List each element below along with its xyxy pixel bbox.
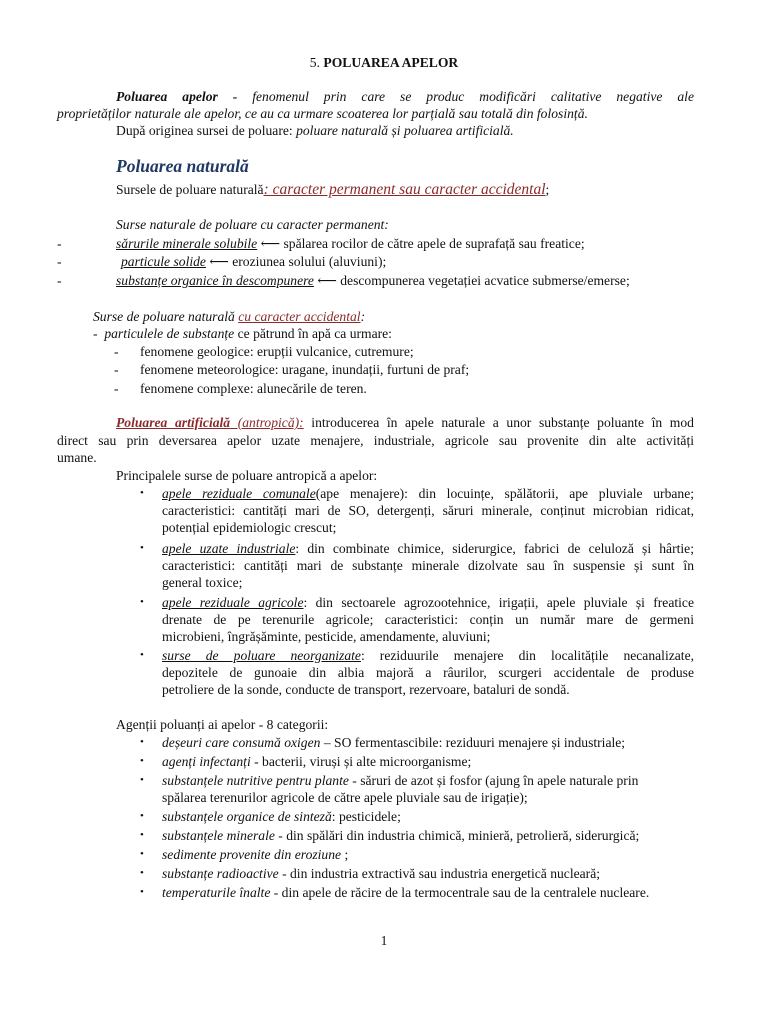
artificial-term: Poluarea artificială	[116, 415, 231, 430]
agent-rest-2: spălarea terenurilor agricole de către apele pluviale sau de irigație);	[162, 790, 528, 805]
phenomenon-text: fenomene geologice: erupții vulcanice, cutremure;	[140, 344, 414, 359]
artificial-def-1: introducerea în apele naturale a unor substanțe poluante în mod	[311, 415, 694, 430]
bullet: •	[140, 736, 144, 748]
title-text: POLUAREA APELOR	[323, 55, 459, 70]
bullet: •	[140, 886, 144, 898]
accidental-value: cu caracter accidental	[238, 309, 361, 324]
agent-term: substanțele organice de sinteză	[162, 809, 332, 824]
source-line-3: petroliere de la sonde, conducte de transport, rezervoare, bataluri de sondă.	[162, 682, 570, 697]
natural-sources	[116, 181, 549, 198]
permanent-term: particule solide	[121, 254, 206, 269]
source-term: apele uzate industriale	[162, 541, 296, 556]
source-line-1: : din sectoarele agrozootehnice, irigații, apele pluviale și freatice	[303, 595, 694, 610]
source-term: apele reziduale agricole	[162, 595, 304, 610]
source-term: apele reziduale comunale	[162, 486, 316, 501]
list-dash: -	[114, 381, 119, 396]
origin-label: După originea sursei de poluare:	[116, 123, 293, 138]
agent-rest: - săruri de azot și fosfor (ajung în apele naturale prin	[348, 773, 639, 788]
list-dash: -	[114, 362, 119, 377]
source-line-2: drenate de pe terenurile agricole; caracteristici: conțin un număr mare de germeni	[162, 612, 694, 627]
source-term: surse de poluare neorganizate	[162, 648, 361, 663]
agent-rest: : pesticidele;	[331, 809, 401, 824]
bullet: •	[140, 810, 144, 822]
phenomenon-text: fenomene meteorologice: uragane, inundații, furtuni de praf;	[140, 362, 470, 377]
bullet: •	[140, 848, 144, 860]
source-line-1: : reziduurile menajere din localitățile necanalizate,	[360, 648, 694, 663]
intro-def-1: fenomenul prin care se produc modificări calitative negative ale	[252, 89, 694, 104]
bullet: •	[140, 774, 144, 786]
artificial-line-2: direct sau prin deversarea apelor uzate menajere, industriale, agricole sau provenite din alte activități	[57, 433, 694, 448]
source-line-3: microbieni, îngrășăminte, pesticide, amendamente, aluviuni;	[162, 629, 491, 644]
bullet: •	[140, 867, 144, 879]
bullet: •	[140, 649, 144, 661]
natural-sources-end: ;	[545, 182, 550, 197]
natural-sources-value: : caracter permanent sau caracter accidental	[263, 181, 546, 198]
permanent-term: substanțe organice în descompunere	[116, 273, 314, 288]
list-dash: -	[93, 326, 98, 341]
origin-value: poluare naturală și poluarea artificială.	[296, 123, 514, 138]
permanent-label: Surse naturale de poluare cu caracter permanent:	[116, 217, 389, 232]
bullet: •	[140, 755, 144, 767]
artificial-line-3: umane.	[57, 450, 97, 465]
agent-term: substanțe radioactive	[162, 866, 279, 881]
intro-term: Poluarea apelor -	[116, 89, 238, 104]
agent-rest: - bacterii, viruși și alte microorganisme;	[250, 754, 472, 769]
source-line-1: (ape menajere): din locuințe, spălătorii, ape pluviale urbane;	[315, 486, 695, 501]
list-dash: -	[114, 344, 119, 359]
intro-origin	[116, 122, 514, 139]
intro-line-1	[116, 88, 694, 105]
list-dash: -	[57, 254, 62, 269]
particles-rest: ce pătrund în apă ca urmare:	[234, 326, 392, 341]
bullet: •	[140, 542, 144, 554]
phenomenon-text: fenomene complexe: alunecările de teren.	[140, 381, 367, 396]
page-title	[0, 54, 768, 71]
permanent-term: sărurile minerale solubile	[116, 236, 258, 251]
agent-rest: - din industria extractivă sau industria energetică nucleară;	[278, 866, 601, 881]
agent-term: sedimente provenite din eroziune	[162, 847, 342, 862]
main-sources-label: Principalele surse de poluare antropică a apelor:	[116, 468, 378, 483]
natural-sources-label: Sursele de poluare naturală	[116, 182, 264, 197]
title-number: 5.	[309, 55, 320, 70]
source-line-2: caracteristici: cantități mari de SO, detergenți, săruri minerale, conținut microbian ridicat,	[162, 503, 694, 518]
page-number: 1	[380, 933, 388, 948]
accidental-colon: :	[360, 309, 366, 324]
intro-line-2: proprietăților naturale ale apelor, ce au ca urmare scoaterea lor parțială sau totală din folosință.	[57, 106, 588, 121]
source-line-2: depozitele de gunoaie din albia majoră a râurilor, scurgeri accidentale de produse	[162, 665, 694, 680]
accidental-heading	[93, 308, 365, 325]
agent-rest: - din apele de răcire de la termocentrale sau de la centralele nucleare.	[270, 885, 650, 900]
agent-term: temperaturile înalte	[162, 885, 271, 900]
agent-term: agenți infectanți	[162, 754, 251, 769]
agent-rest: ;	[341, 847, 349, 862]
agent-rest: - din spălări din industria chimică, minieră, petrolieră, siderurgică;	[274, 828, 640, 843]
permanent-rest: ⟵ spălarea rocilor de către apele de suprafață sau freatice;	[257, 236, 585, 251]
bullet: •	[140, 596, 144, 608]
heading-natural-pollution: Poluarea naturală	[116, 156, 249, 176]
agent-term: substanțele nutritive pentru plante	[162, 773, 349, 788]
source-line-1: : din combinate chimice, siderurgice, fabrici de celuloză și hârtie;	[295, 541, 694, 556]
accidental-label: Surse de poluare naturală	[93, 309, 239, 324]
list-dash: -	[57, 236, 62, 251]
source-line-3: potențial epidemiologic crescut;	[162, 520, 337, 535]
source-line-3: general toxice;	[162, 575, 243, 590]
particles-line	[93, 325, 392, 342]
permanent-rest: ⟵ eroziunea solului (aluviuni);	[205, 254, 387, 269]
list-dash: -	[57, 273, 62, 288]
bullet: •	[140, 829, 144, 841]
agent-rest: – SO fermentascibile: reziduuri menajere și industriale;	[320, 735, 626, 750]
particles-term: particulele de substanțe	[104, 326, 235, 341]
agents-label: Agenții poluanți ai apelor - 8 categorii:	[116, 717, 329, 732]
agent-term: substanțele minerale	[162, 828, 275, 843]
source-line-2: caracteristici: cantități mari de substanțe minerale dizolvate sau în suspensie și sunt în	[162, 558, 694, 573]
artificial-term-paren: (antropică):	[230, 415, 304, 430]
artificial-line-1	[116, 414, 694, 431]
agent-term: deșeuri care consumă oxigen	[162, 735, 321, 750]
bullet: •	[140, 487, 144, 499]
permanent-rest: ⟵ descompunerea vegetației acvatice submerse/emerse;	[313, 273, 630, 288]
